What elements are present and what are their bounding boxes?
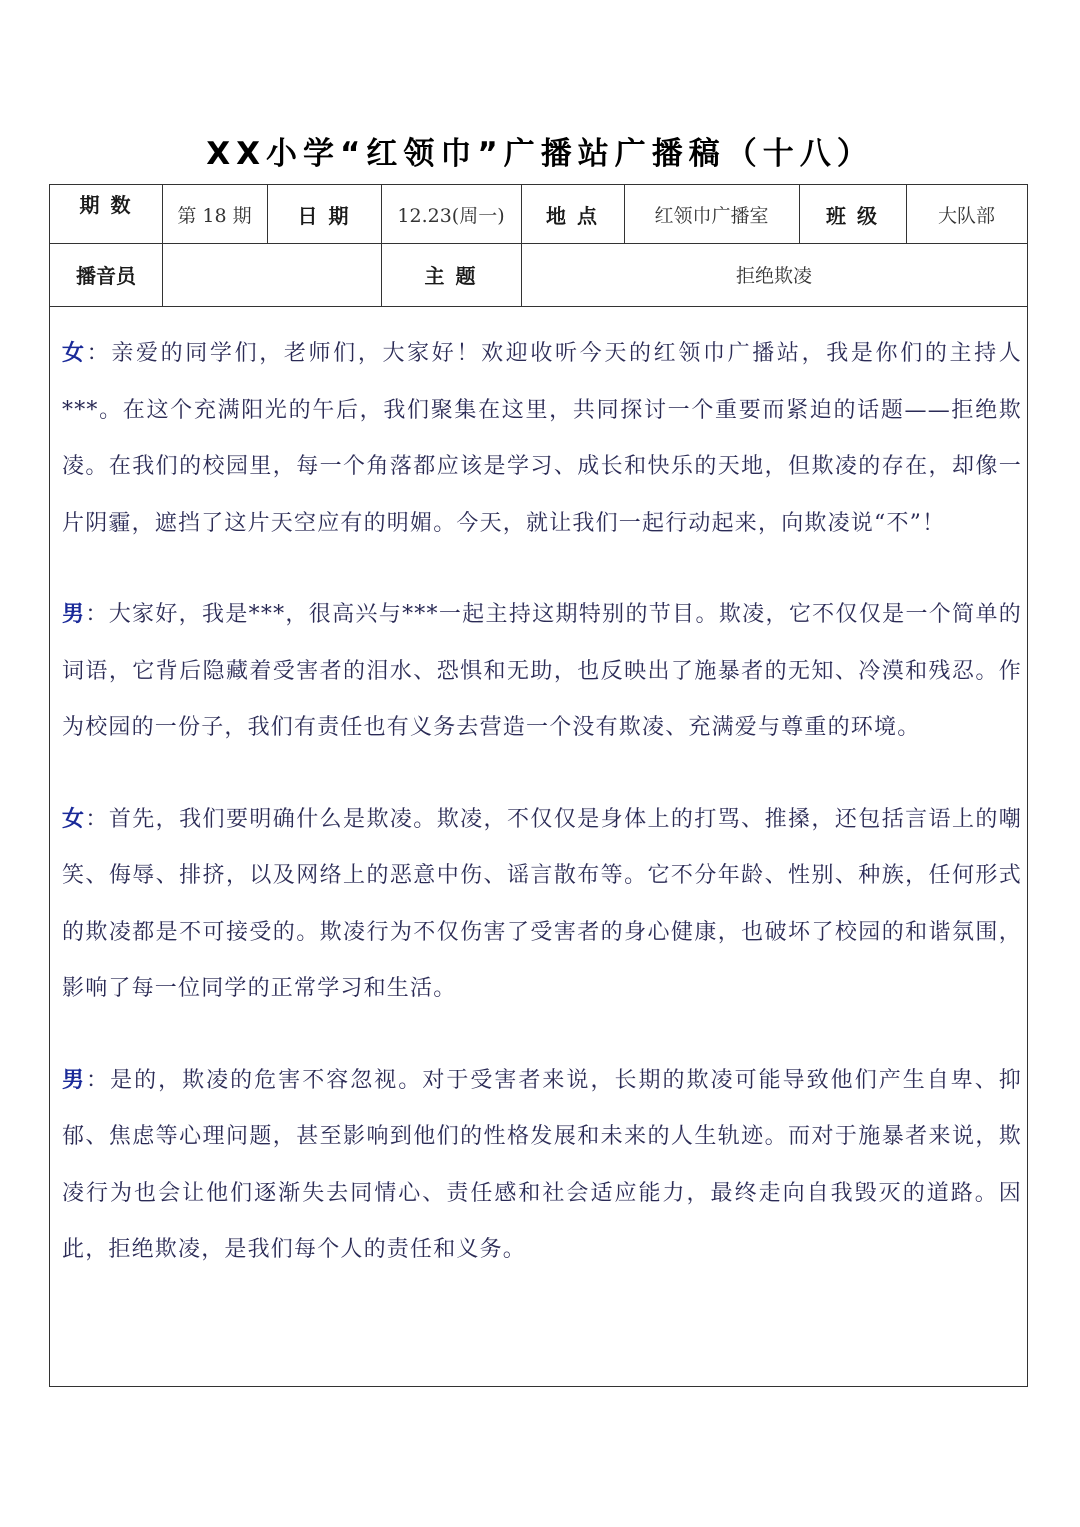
paragraph-text: 首先，我们要明确什么是欺凌。欺凌，不仅仅是身体上的打骂、推搡，还包括言语上的嘲笑、侮辱、排挤，以及网络上的恶意中伤、谣言散布等。它不分年龄、性别、种族，任何形式的欺凌都是不可接受的。欺凌行为不仅伤害了受害者的身心健康，也破坏了校园的和谐氛围，影响了每一位同学的正常学习和生活。 <box>62 806 1022 1001</box>
speaker-separator: ： <box>86 1067 111 1093</box>
script-paragraph <box>62 587 1022 757</box>
topic-value: 拒绝欺凌 <box>735 265 812 287</box>
speaker-male: 男 <box>62 602 86 627</box>
issue-value: 第 18 期 <box>177 204 252 227</box>
row-divider-2 <box>50 306 1027 307</box>
date-value: 12.23(周一) <box>397 204 505 227</box>
announcer-value <box>162 243 381 306</box>
paragraph-text: 大家好，我是***，很高兴与***一起主持这期特别的节目。欺凌，它不仅仅是一个简单的词语，它背后隐藏着受害者的泪水、恐惧和无助，也反映出了施暴者的无知、冷漠和残忍。作为校园的一份子，我们有责任也有义务去营造一个没有欺凌、充满爱与尊重的环境。 <box>62 602 1023 740</box>
paragraph-text: 亲爱的同学们，老师们，大家好！欢迎收听今天的红领巾广播站，我是你们的主持人***。在这个充满阳光的午后，我们聚集在这里，共同探讨一个重要而紧迫的话题——拒绝欺凌。在我们的校园里，每一个角落都应该是学习、成长和快乐的天地，但欺凌的存在，却像一片阴霾，遮挡了这片天空应有的明媚。今天，就让我们一起行动起来，向欺凌说“不”！ <box>62 341 1022 536</box>
announcer-label: 播音员 <box>76 264 136 288</box>
broadcast-script <box>62 326 1022 1314</box>
speaker-female: 女 <box>62 341 87 366</box>
topic-label: 主 题 <box>424 264 478 288</box>
speaker-female: 女 <box>62 806 86 832</box>
place-label: 地 点 <box>546 203 599 228</box>
speaker-male: 男 <box>62 1067 87 1093</box>
speaker-separator: ： <box>85 602 109 627</box>
place-value: 红领巾广播室 <box>654 204 769 227</box>
document-title: XX小学“红领巾”广播站广播稿（十八） <box>206 136 874 172</box>
date-label: 日 期 <box>297 203 351 228</box>
class-label: 班 级 <box>826 203 879 228</box>
speaker-separator: ： <box>85 806 109 832</box>
speaker-separator: ： <box>86 341 112 366</box>
script-paragraph <box>62 792 1022 1018</box>
script-paragraph <box>62 1053 1022 1279</box>
script-paragraph <box>62 326 1022 552</box>
issue-label: 期 数 <box>79 192 133 217</box>
paragraph-text: 是的，欺凌的危害不容忽视。对于受害者来说，长期的欺凌可能导致他们产生自卑、抑郁、焦虑等心理问题，甚至影响到他们的性格发展和未来的人生轨迹。而对于施暴者来说，欺凌行为也会让他们逐渐失去同情心、责任感和社会适应能力，最终走向自我毁灭的道路。因此，拒绝欺凌，是我们每个人的责任和义务。 <box>62 1067 1023 1262</box>
class-value: 大队部 <box>937 204 995 227</box>
